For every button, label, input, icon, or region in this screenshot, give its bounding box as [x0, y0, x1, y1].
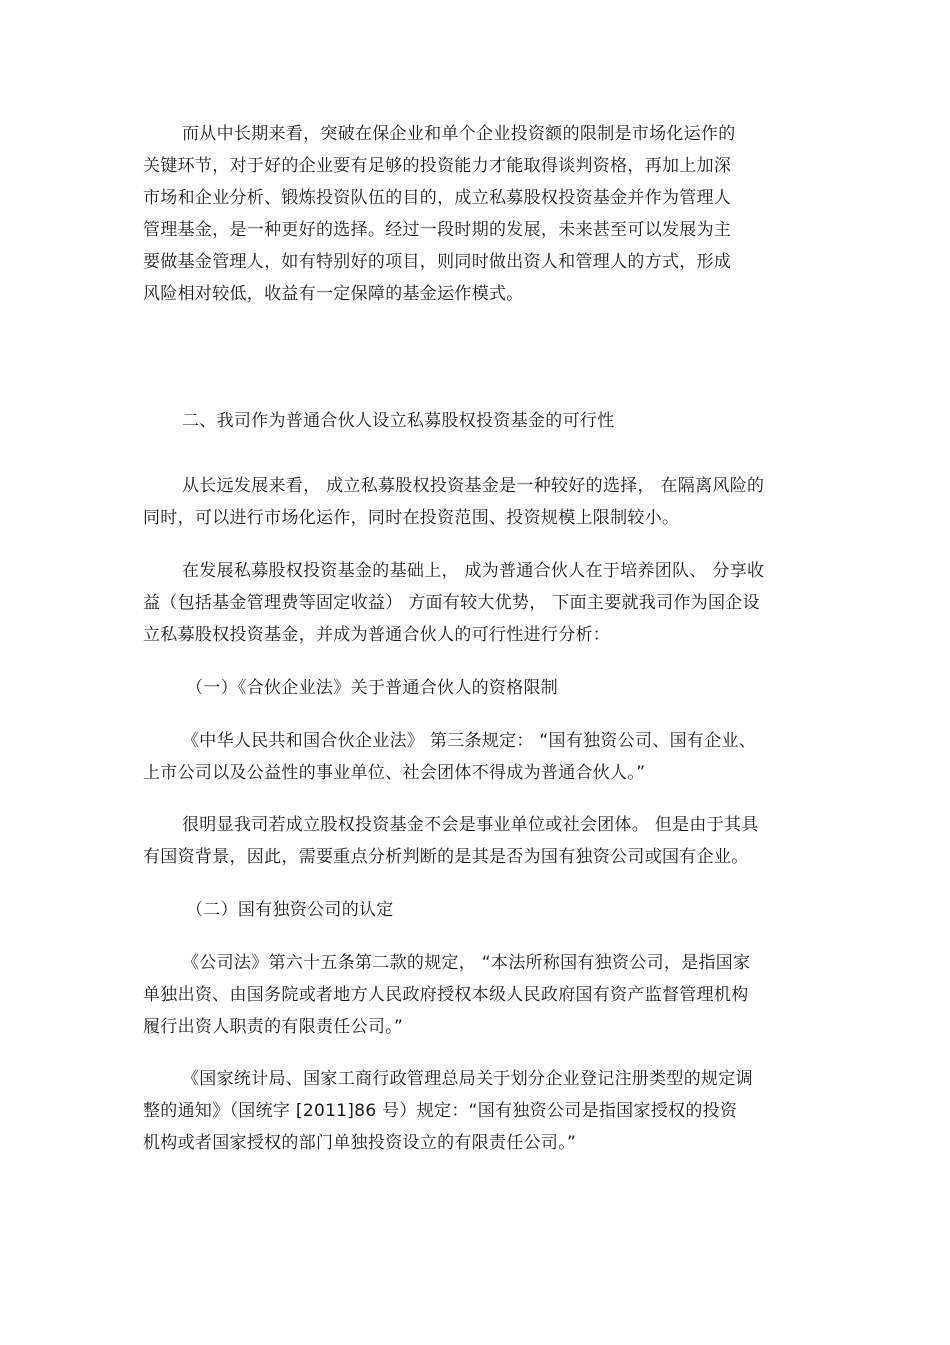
- paragraph-line: 管理基金，是一种更好的选择。经过一段时期的发展，未来甚至可以发展为主: [143, 220, 732, 240]
- paragraph-line: 《国家统计局、国家工商行政管理总局关于划分企业登记注册类型的规定调: [182, 1069, 753, 1089]
- paragraph-line: 要做基金管理人，如有特别好的项目，则同时做出资人和管理人的方式，形成: [143, 252, 732, 272]
- subsection-heading: （一）《合伙企业法》关于普通合伙人的资格限制: [186, 678, 559, 698]
- paragraph-line: 履行出资人职责的有限责任公司。”: [143, 1017, 404, 1037]
- paragraph-line: 立私募股权投资基金，并成为普通合伙人的可行性进行分析：: [143, 625, 611, 645]
- paragraph-line: 而从中长期来看，突破在保企业和单个企业投资额的限制是市场化运作的: [182, 124, 736, 144]
- paragraph-line: 市场和企业分析、锻炼投资队伍的目的，成立私募股权投资基金并作为管理人: [143, 188, 732, 208]
- paragraph-line: 《中华人民共和国合伙企业法》 第三条规定： “国有独资公司、国有企业、: [182, 731, 757, 751]
- paragraph-line: 在发展私募股权投资基金的基础上， 成为普通合伙人在于培养团队、 分享收: [182, 561, 765, 581]
- section-heading: 二、我司作为普通合伙人设立私募股权投资基金的可行性: [182, 411, 615, 431]
- paragraph-line: 单独出资、由国务院或者地方人民政府授权本级人民政府国有资产监督管理机构: [143, 985, 749, 1005]
- paragraph-line: 同时，可以进行市场化运作，同时在投资范围、投资规模上限制较小。: [143, 508, 680, 528]
- paragraph-line: 风险相对较低，收益有一定保障的基金运作模式。: [143, 284, 524, 304]
- paragraph-line: 整的通知》（国统字 [2011]86 号）规定：“国有独资公司是指国家授权的投资: [143, 1101, 738, 1121]
- paragraph-line: 上市公司以及公益性的事业单位、社会团体不得成为普通合伙人。”: [143, 763, 646, 783]
- subsection-heading: （二）国有独资公司的认定: [186, 900, 394, 920]
- paragraph-line: 从长远发展来看， 成立私募股权投资基金是一种较好的选择， 在隔离风险的: [182, 476, 765, 496]
- paragraph-line: 关键环节，对于好的企业要有足够的投资能力才能取得谈判资格，再加上加深: [143, 156, 732, 176]
- paragraph-line: 有国资背景，因此，需要重点分析判断的是其是否为国有独资公司或国有企业。: [143, 847, 749, 867]
- paragraph-line: 益（包括基金管理费等固定收益） 方面有较大优势， 下面主要就我司作为国企设: [143, 593, 760, 613]
- paragraph-line: 机构或者国家授权的部门单独投资设立的有限责任公司。”: [143, 1133, 577, 1153]
- paragraph-line: 很明显我司若成立股权投资基金不会是事业单位或社会团体。 但是由于其具: [182, 815, 759, 835]
- paragraph-line: 《公司法》第六十五条第二款的规定， “本法所称国有独资公司，是指国家: [182, 953, 751, 973]
